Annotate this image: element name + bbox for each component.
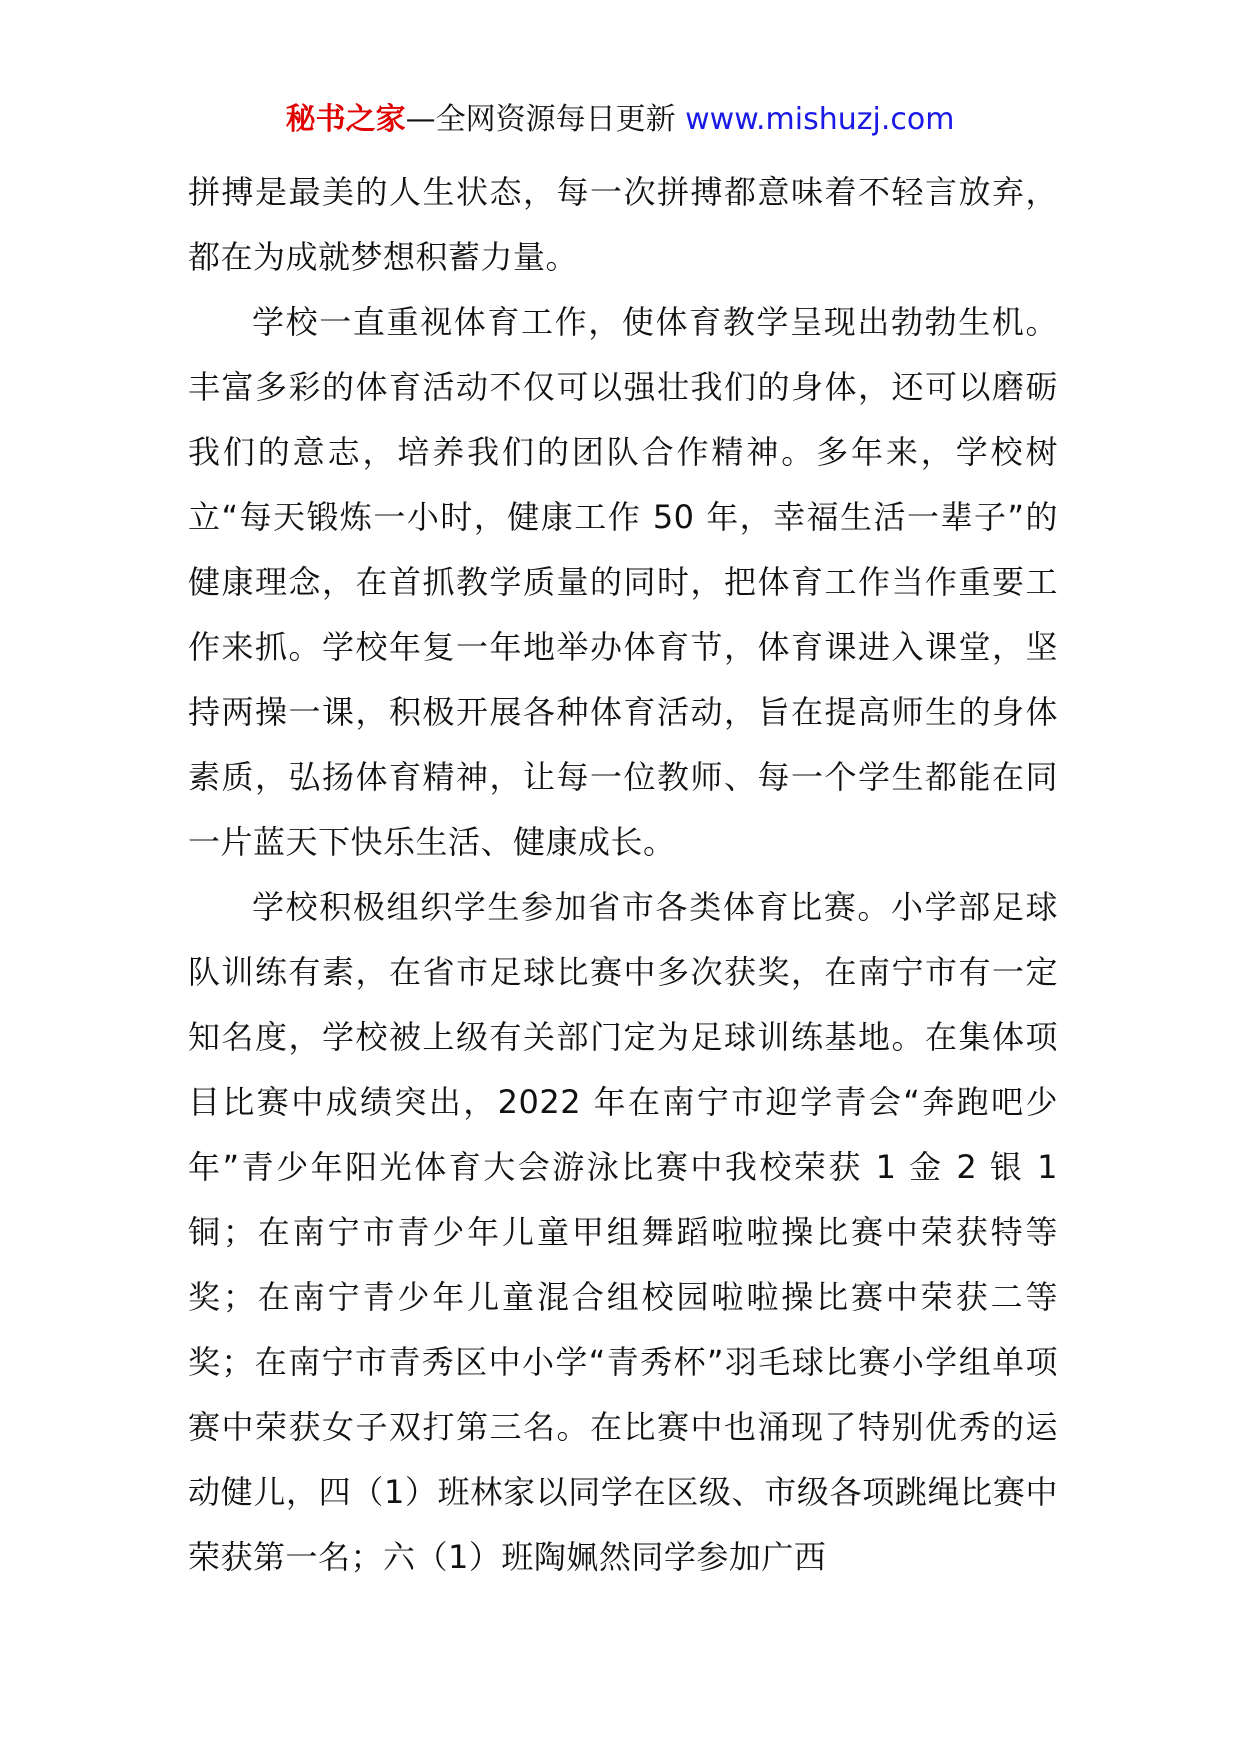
paragraph-1: 拼搏是最美的人生状态，每一次拼搏都意味着不轻言放弃，都在为成就梦想积蓄力量。 bbox=[188, 173, 1058, 276]
header-brand: 秘书之家 bbox=[285, 102, 406, 137]
document-body bbox=[188, 160, 1058, 1590]
header-url-link[interactable]: www.mishuzj.com bbox=[685, 102, 955, 137]
page-header bbox=[0, 100, 1240, 140]
paragraph-2: 学校一直重视体育工作，使体育教学呈现出勃勃生机。丰富多彩的体育活动不仅可以强壮我们的身体，还可以磨砺我们的意志，培养我们的团队合作精神。多年来，学校树立“每天锻炼一小时，健康工作 50 年，幸福生活一辈子”的健康理念，在首抓教学质量的同时，把体育工作当作重要工作来抓。学校年复一年地举办体育节，体育课进入课堂，坚持两操一课，积极开展各种体育活动，旨在提高师生的身体素质，弘扬体育精神，让每一位教师、每一个学生都能在同一片蓝天下快乐生活、健康成长。 bbox=[188, 303, 1058, 861]
header-tagline: —全网资源每日更新 bbox=[405, 102, 676, 137]
paragraph-3: 学校积极组织学生参加省市各类体育比赛。小学部足球队训练有素，在省市足球比赛中多次获奖，在南宁市有一定知名度，学校被上级有关部门定为足球训练基地。在集体项目比赛中成绩突出，2022 年在南宁市迎学青会“奔跑吧少年”青少年阳光体育大会游泳比赛中我校荣获 1 金 2 银 1 铜；在南宁市青少年儿童甲组舞蹈啦啦操比赛中荣获特等奖；在南宁青少年儿童混合组校园啦啦操比赛中荣获二等奖；在南宁市青秀区中小学“青秀杯”羽毛球比赛小学组单项赛中荣获女子双打第三名。在比赛中也涌现了特别优秀的运动健儿，四（1）班林家以同学在区级、市级各项跳绳比赛中荣获第一名；六（1）班陶姵然同学参加广西 bbox=[188, 888, 1058, 1576]
